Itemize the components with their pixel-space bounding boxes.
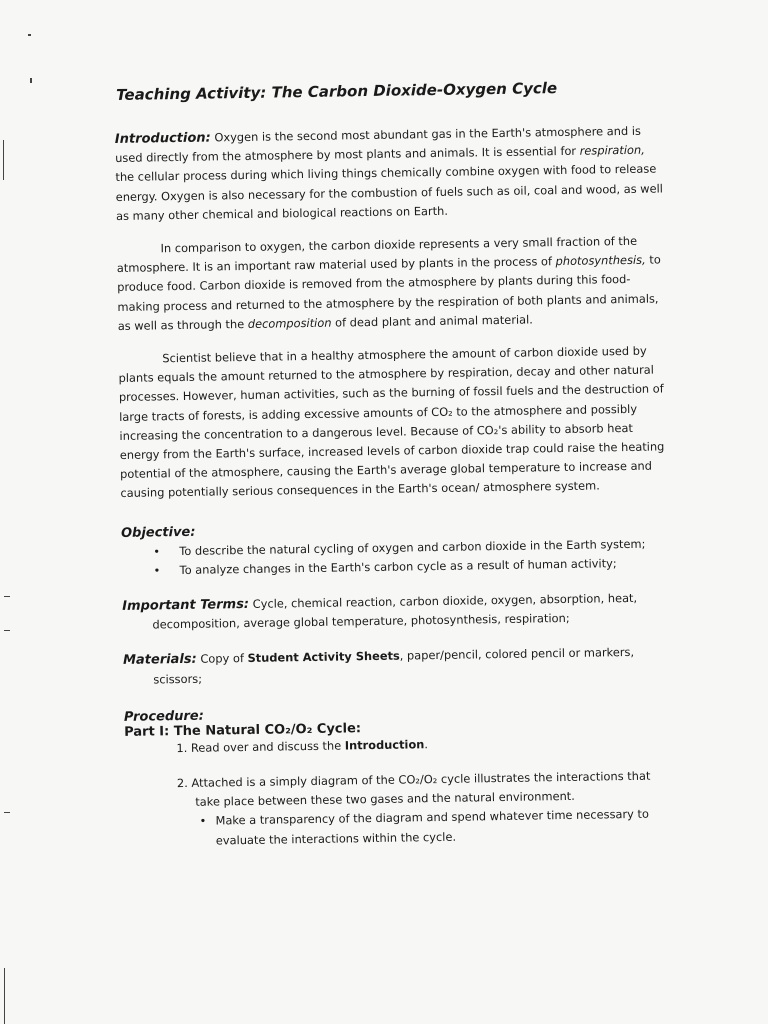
procedure-steps bbox=[124, 731, 674, 852]
intro-text: In comparison to oxygen, the carbon dioxide represents a very small fraction of the atmosphere. It is an important raw material used by plants in the process of bbox=[116, 233, 638, 276]
procedure-heading: Procedure: bbox=[123, 708, 205, 725]
intro-text: the cellular process during which living things chemically combine oxygen with food to release energy. Oxygen is also necessary for the combustion of fuels such as oil, coal and wood, as well as many other chemical and biological reactions on Earth. bbox=[115, 161, 663, 223]
materials-text: Copy of bbox=[196, 651, 248, 667]
scan-edge-mark bbox=[4, 968, 5, 1024]
scan-edge-mark bbox=[4, 812, 10, 813]
step-text: 2. Attached is a simply diagram of the CO₂/O₂ cycle illustrates the interactions that take place between these two gases and the natural environment. bbox=[176, 768, 651, 810]
step-text: 1. Read over and discuss the bbox=[176, 738, 345, 755]
scan-edge-mark bbox=[4, 630, 10, 631]
introduction-label: Introduction: bbox=[114, 130, 211, 147]
intro-text: of dead plant and animal material. bbox=[331, 312, 533, 330]
intro-term-photosynthesis: photosynthesis, bbox=[555, 252, 646, 269]
list-item bbox=[177, 766, 674, 851]
materials bbox=[123, 643, 672, 690]
scan-speck bbox=[30, 78, 32, 83]
intro-text: Oxygen is the second most abundant gas in the Earth's atmosphere and is used directly from the atmosphere by most plants and animals. It is essential for bbox=[115, 123, 641, 166]
step-text: . bbox=[424, 737, 429, 752]
list-item: • Make a transparency of the diagram and spend whatever time necessary to evaluate the interactions within the cycle. bbox=[215, 805, 674, 851]
intro-text: to produce food. Carbon dioxide is removed from the atmosphere by plants during this food-making process and returned to the atmosphere by the respiration of both plants and animals, as well as through the bbox=[117, 252, 661, 333]
intro-term-decomposition: decomposition bbox=[247, 315, 332, 331]
list-item: • To analyze changes in the Earth's carbon cycle as a result of human activity; bbox=[179, 553, 669, 580]
objective-heading: Objective: bbox=[120, 524, 196, 541]
carbon-dioxide-paragraph bbox=[116, 231, 665, 336]
scientist-paragraph: Scientist believe that in a healthy atmosphere the amount of carbon dioxide used by plants equals the amount returned to the atmosphere by respiration, decay and other natural processes. However, human activities, such as the burning of fossil fuels and the destruction of large tracts of forests, is adding excessive amounts of CO₂ to the atmosphere and possibly increasing the concentration to a dangerous level. Because of CO₂'s ability to absorb heat energy from the Earth's surface, increased levels of carbon dioxide trap could raise the heating potential of the atmosphere, causing the Earth's average global temperature to increase and causing potentially serious consequences in the Earth's ocean/ atmosphere system. bbox=[118, 343, 665, 501]
introduction-paragraph bbox=[115, 121, 664, 226]
important-terms bbox=[122, 588, 671, 635]
intro-term-respiration: respiration, bbox=[579, 142, 645, 158]
materials-student-sheets: Student Activity Sheets bbox=[247, 649, 400, 666]
materials-label: Materials: bbox=[122, 652, 197, 669]
document-body bbox=[114, 77, 674, 867]
list-item: • To describe the natural cycling of oxygen and carbon dioxide in the Earth system; bbox=[179, 534, 669, 561]
step-sub-list bbox=[177, 805, 674, 851]
scan-edge-mark bbox=[4, 596, 10, 597]
important-terms-label: Important Terms: bbox=[122, 597, 250, 614]
step-introduction-ref: Introduction bbox=[344, 737, 425, 753]
page-title: Teaching Activity: The Carbon Dioxide-Oxygen Cycle bbox=[115, 79, 558, 104]
scan-edge-mark bbox=[3, 140, 4, 180]
part-one-heading: Part I: The Natural CO₂/O₂ Cycle: bbox=[124, 721, 362, 740]
scan-speck bbox=[28, 34, 31, 36]
materials-text: , paper/pencil, colored pencil or markers, scissors; bbox=[153, 645, 635, 687]
objective-list bbox=[121, 534, 670, 581]
important-terms-text: Cycle, chemical reaction, carbon dioxide, oxygen, absorption, heat, decomposition, average global temperature, photosynthesis, respiration; bbox=[152, 590, 638, 632]
